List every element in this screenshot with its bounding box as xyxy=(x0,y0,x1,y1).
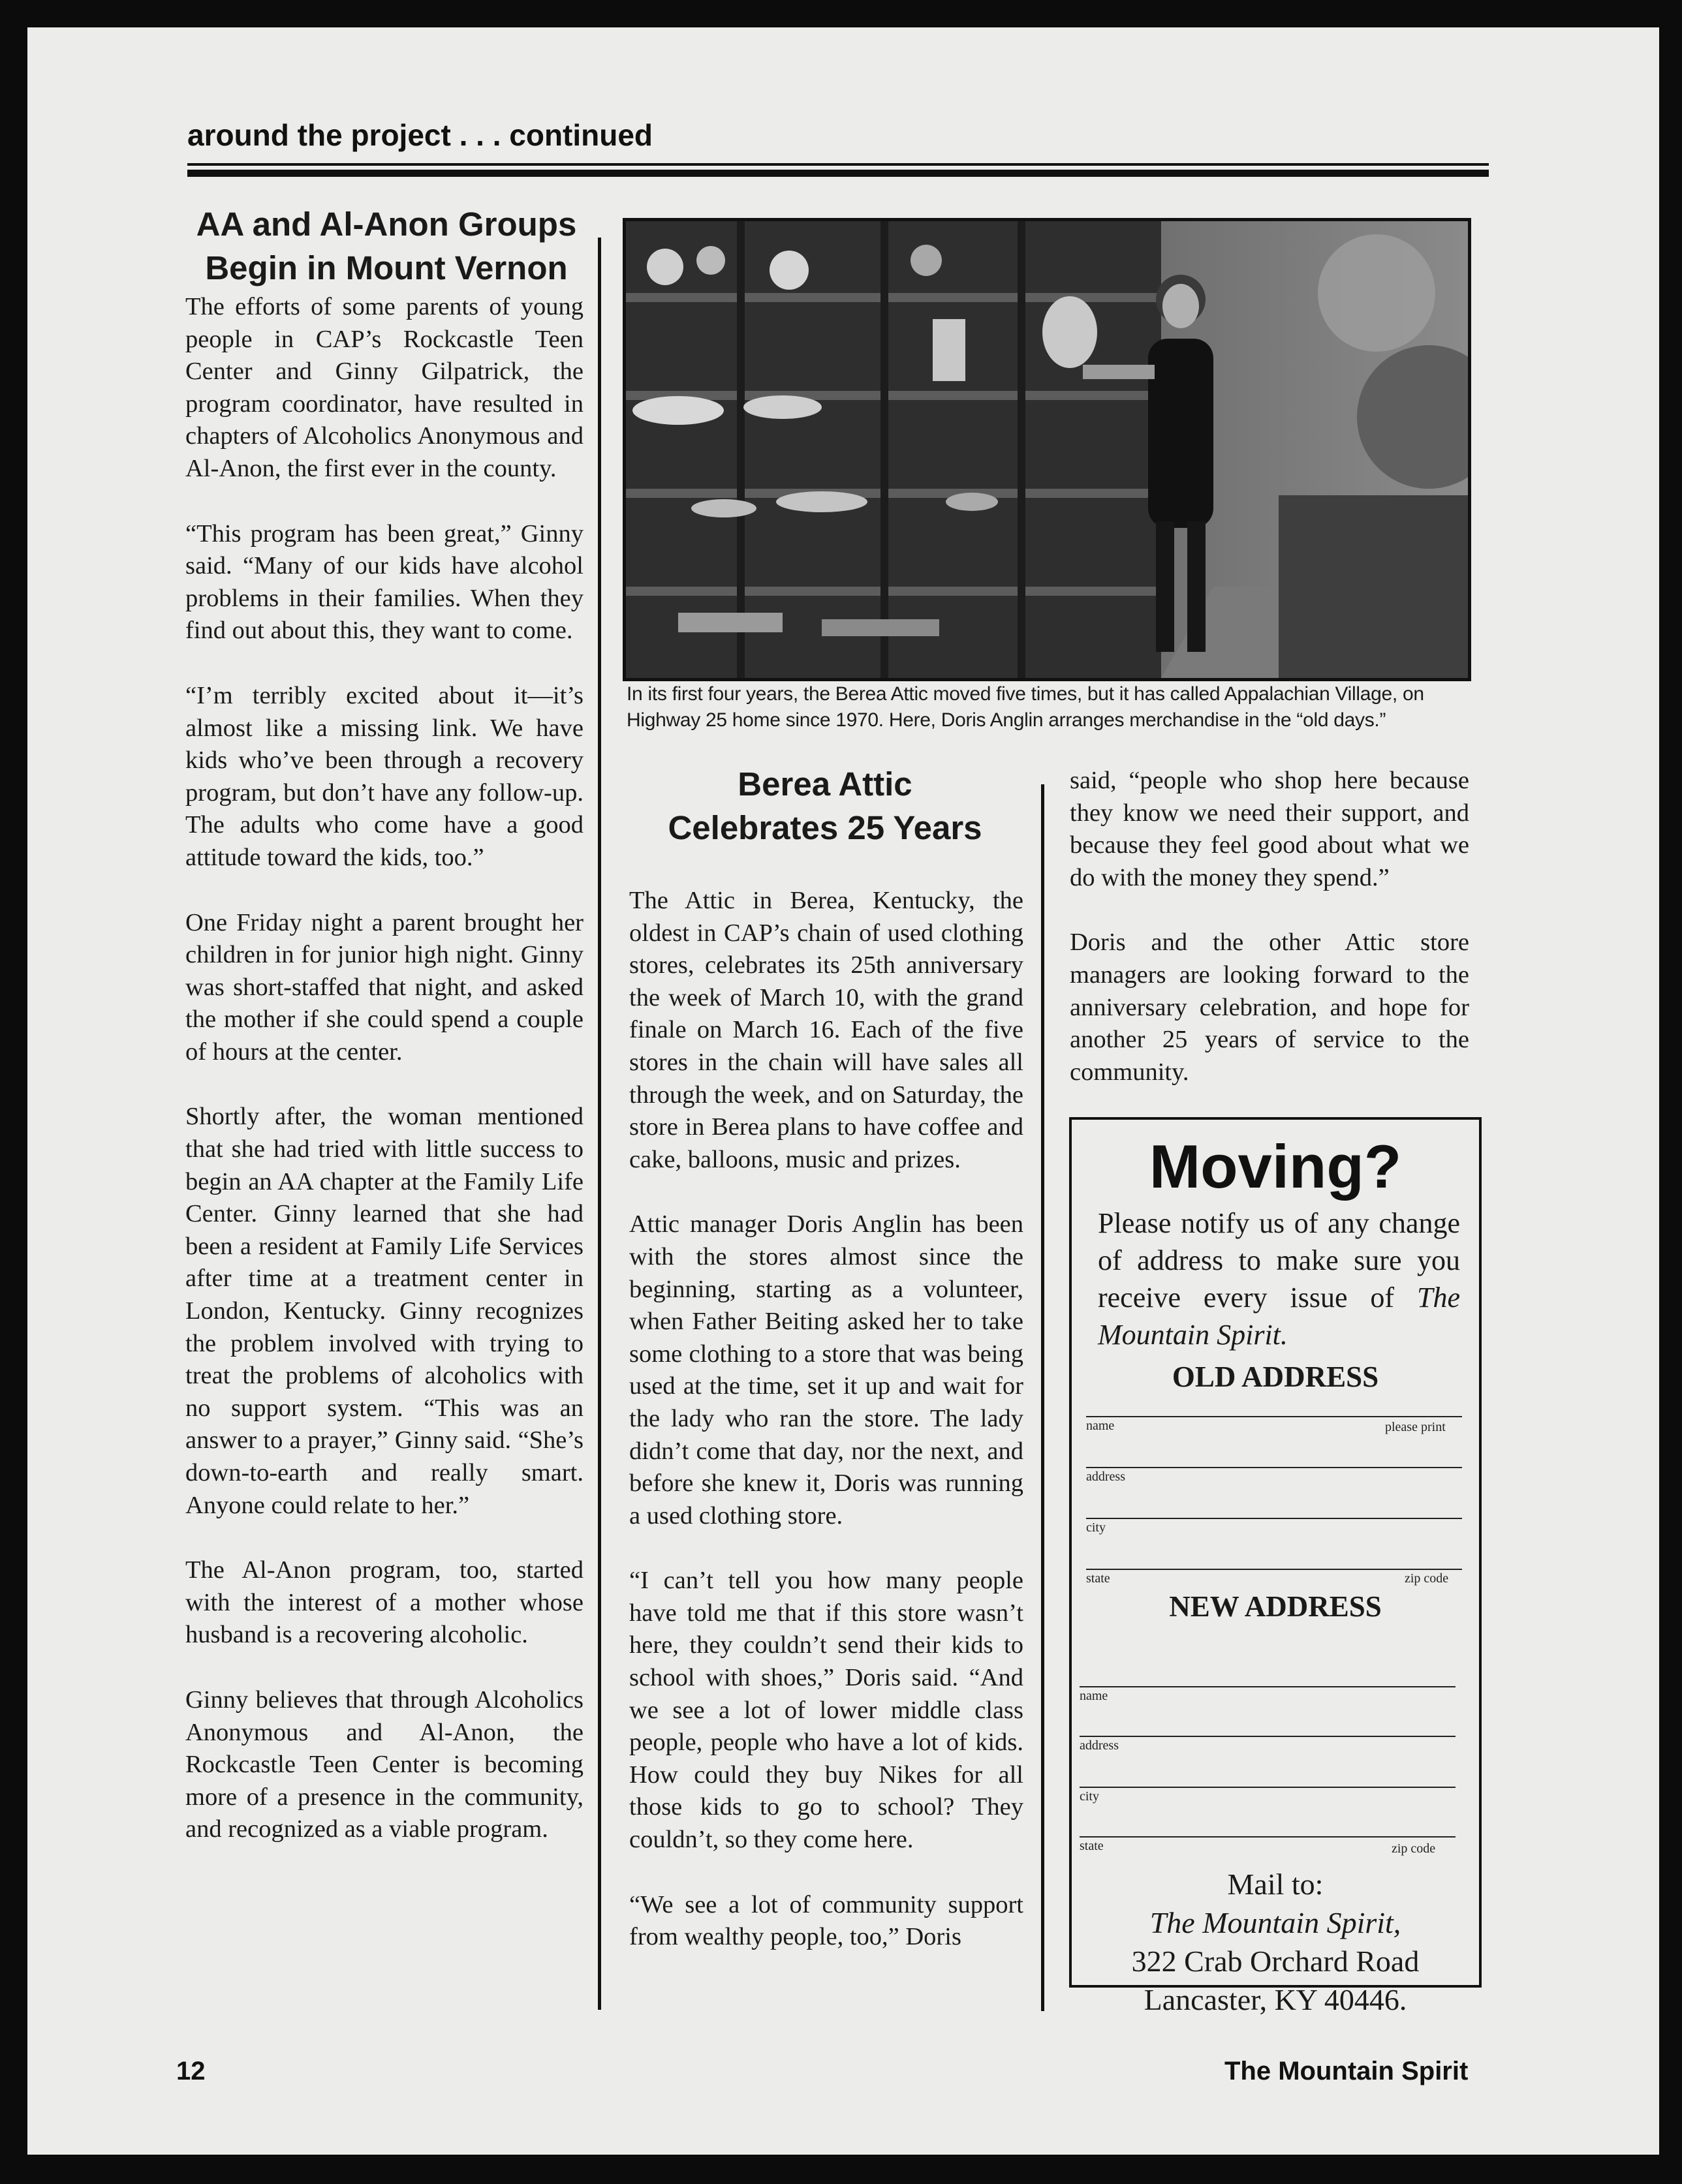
new-address-label: address xyxy=(1080,1738,1119,1753)
new-state-zip-line[interactable] xyxy=(1080,1836,1456,1838)
header-rule-thick xyxy=(187,170,1489,177)
column-divider-middle xyxy=(1041,784,1044,2011)
attic-paragraph: The Attic in Berea, Kentucky, the oldest in CAP’s chain of used clothing stores, celebrates its 25th anniversary the week of March 10, with the grand finale on March 16. Each of the five stores in the chain will have sales all through the week, and on Saturday, the store in Berea plans to have coffee and cake, balloons, music and prizes. xyxy=(629,887,1023,1173)
attic-article-body-col2 xyxy=(1070,765,1469,1121)
aa-paragraph: The Al-Anon program, too, started with the interest of a mother whose husband is a recovering alcoholic. xyxy=(185,1556,584,1649)
aa-paragraph: The efforts of some parents of young people in CAP’s Rockcastle Teen Center and Ginny Gilpatrick, the program coordinator, have resulted in chapters of Alcoholics Anonymous and Al-Anon, the first ever in the county. xyxy=(185,293,584,482)
new-name-label: name xyxy=(1080,1689,1108,1703)
old-state-label: state xyxy=(1086,1571,1110,1586)
aa-article-body xyxy=(185,291,584,1879)
aa-article-headline xyxy=(184,202,589,290)
magazine-page xyxy=(27,27,1659,2155)
aa-headline-line-1: AA and Al-Anon Groups xyxy=(196,206,577,243)
mail-to-city: Lancaster, KY 40446. xyxy=(1144,1983,1407,2016)
new-city-label: city xyxy=(1080,1789,1099,1804)
old-state-zip-line[interactable] xyxy=(1086,1569,1462,1570)
old-address-line[interactable] xyxy=(1086,1467,1462,1468)
mail-to-label: Mail to: xyxy=(1227,1868,1324,1901)
attic-headline-line-2: Celebrates 25 Years xyxy=(668,809,982,847)
old-address-label: address xyxy=(1086,1469,1125,1484)
aa-headline-line-2: Begin in Mount Vernon xyxy=(205,249,568,287)
old-zip-label: zip code xyxy=(1405,1571,1449,1586)
footer-publication: The Mountain Spirit xyxy=(1224,2057,1469,2085)
column-divider-left xyxy=(598,238,601,2010)
change-of-address-form xyxy=(1069,1117,1482,2016)
running-head: around the project . . . continued xyxy=(187,118,653,152)
old-city-label: city xyxy=(1086,1520,1106,1535)
aa-paragraph: “This program has been great,” Ginny said. “Many of our kids have alcohol problems in their families. When they find out about this, they want to come. xyxy=(185,519,584,645)
new-address-heading: NEW ADDRESS xyxy=(1169,1590,1382,1623)
mail-to-street: 322 Crab Orchard Road xyxy=(1131,1945,1420,1978)
form-intro-publication: The Mountain Spirit. xyxy=(1098,1282,1460,1351)
attic-headline-line-1: Berea Attic xyxy=(738,765,912,803)
attic-paragraph: Doris and the other Attic store managers are looking forward to the anniversary celebration, and hope for another 25 years of service to the community. xyxy=(1070,929,1469,1086)
form-intro-text: Please notify us of any change of address to make sure you receive every issue of xyxy=(1098,1207,1460,1314)
old-name-label: name xyxy=(1086,1419,1115,1433)
old-name-line[interactable] xyxy=(1086,1416,1462,1417)
aa-paragraph: “I’m terribly excited about it—it’s almost like a missing link. We have kids who’ve been through a recovery program, but don’t have any follow-up. The adults who come have a good attitude toward the kids, too.” xyxy=(185,681,584,871)
attic-paragraph: Attic manager Doris Anglin has been with the stores almost since the beginning, starting as a volunteer, when Father Beiting asked her to take some clothing to a store that was being used at the time, set it up and wait for the lady who ran the store. The lady didn’t come that day, nor the next, and before she knew it, Doris was running a used clothing store. xyxy=(629,1210,1023,1530)
moving-title: Moving? xyxy=(1149,1132,1402,1201)
attic-paragraph: said, “people who shop here because they know we need their support, and because they feel good about what we do with the money they spend.” xyxy=(1070,767,1469,891)
attic-paragraph: “I can’t tell you how many people have told me that if this store wasn’t here, they couldn’t send their kids to school with shoes,” Doris said. “And we see a lot of lower middle class people, people who have a lot of kids. How could they buy Nikes for all those kids to go to school? They couldn’t, so they come here. xyxy=(629,1567,1023,1854)
attic-paragraph: “We see a lot of community support from wealthy people, too,” Doris xyxy=(629,1890,1023,1951)
please-print-label: please print xyxy=(1385,1420,1446,1434)
aa-paragraph: One Friday night a parent brought her children in for junior high night. Ginny was short-staffed that night, and asked the mother if she could spend a couple of hours at the center. xyxy=(185,908,584,1066)
attic-article-headline xyxy=(623,762,1027,850)
mail-to-name: The Mountain Spirit, xyxy=(1149,1906,1401,1939)
old-city-line[interactable] xyxy=(1086,1518,1462,1519)
aa-paragraph: Shortly after, the woman mentioned that she had tried with little success to begin an AA chapter at the Family Life Center. Ginny learned that she had been a resident at Family Life Services after time at a treatment center in London, Kentucky. Ginny recognizes the problem involved with trying to treat the problems of alcoholics with no support system. “This was an answer to a prayer,” Ginny said. “She’s down-to-earth and really smart. Anyone could relate to her.” xyxy=(185,1103,584,1519)
mail-to-block xyxy=(1072,1865,1479,2019)
store-photo-image xyxy=(626,221,1468,678)
new-state-label: state xyxy=(1080,1839,1104,1853)
old-address-heading: OLD ADDRESS xyxy=(1172,1361,1379,1393)
store-photo xyxy=(623,218,1471,681)
header-rule-thin xyxy=(187,163,1489,166)
new-address-line[interactable] xyxy=(1080,1736,1456,1737)
new-zip-label: zip code xyxy=(1392,1841,1436,1856)
attic-article-body-col1 xyxy=(629,885,1023,1986)
form-intro xyxy=(1098,1205,1460,1353)
new-city-line[interactable] xyxy=(1080,1787,1456,1788)
page-number: 12 xyxy=(176,2057,206,2085)
photo-caption: In its first four years, the Berea Attic moved five times, but it has called Appalachian Village, on Highway 25 home since 1970. Here, Doris Anglin arranges merchandise in the “old days.” xyxy=(627,683,1424,731)
aa-paragraph: Ginny believes that through Alcoholics Anonymous and Al-Anon, the Rockcastle Teen Center is becoming more of a presence in the community, and recognized as a viable program. xyxy=(185,1685,584,1843)
new-name-line[interactable] xyxy=(1080,1686,1456,1687)
